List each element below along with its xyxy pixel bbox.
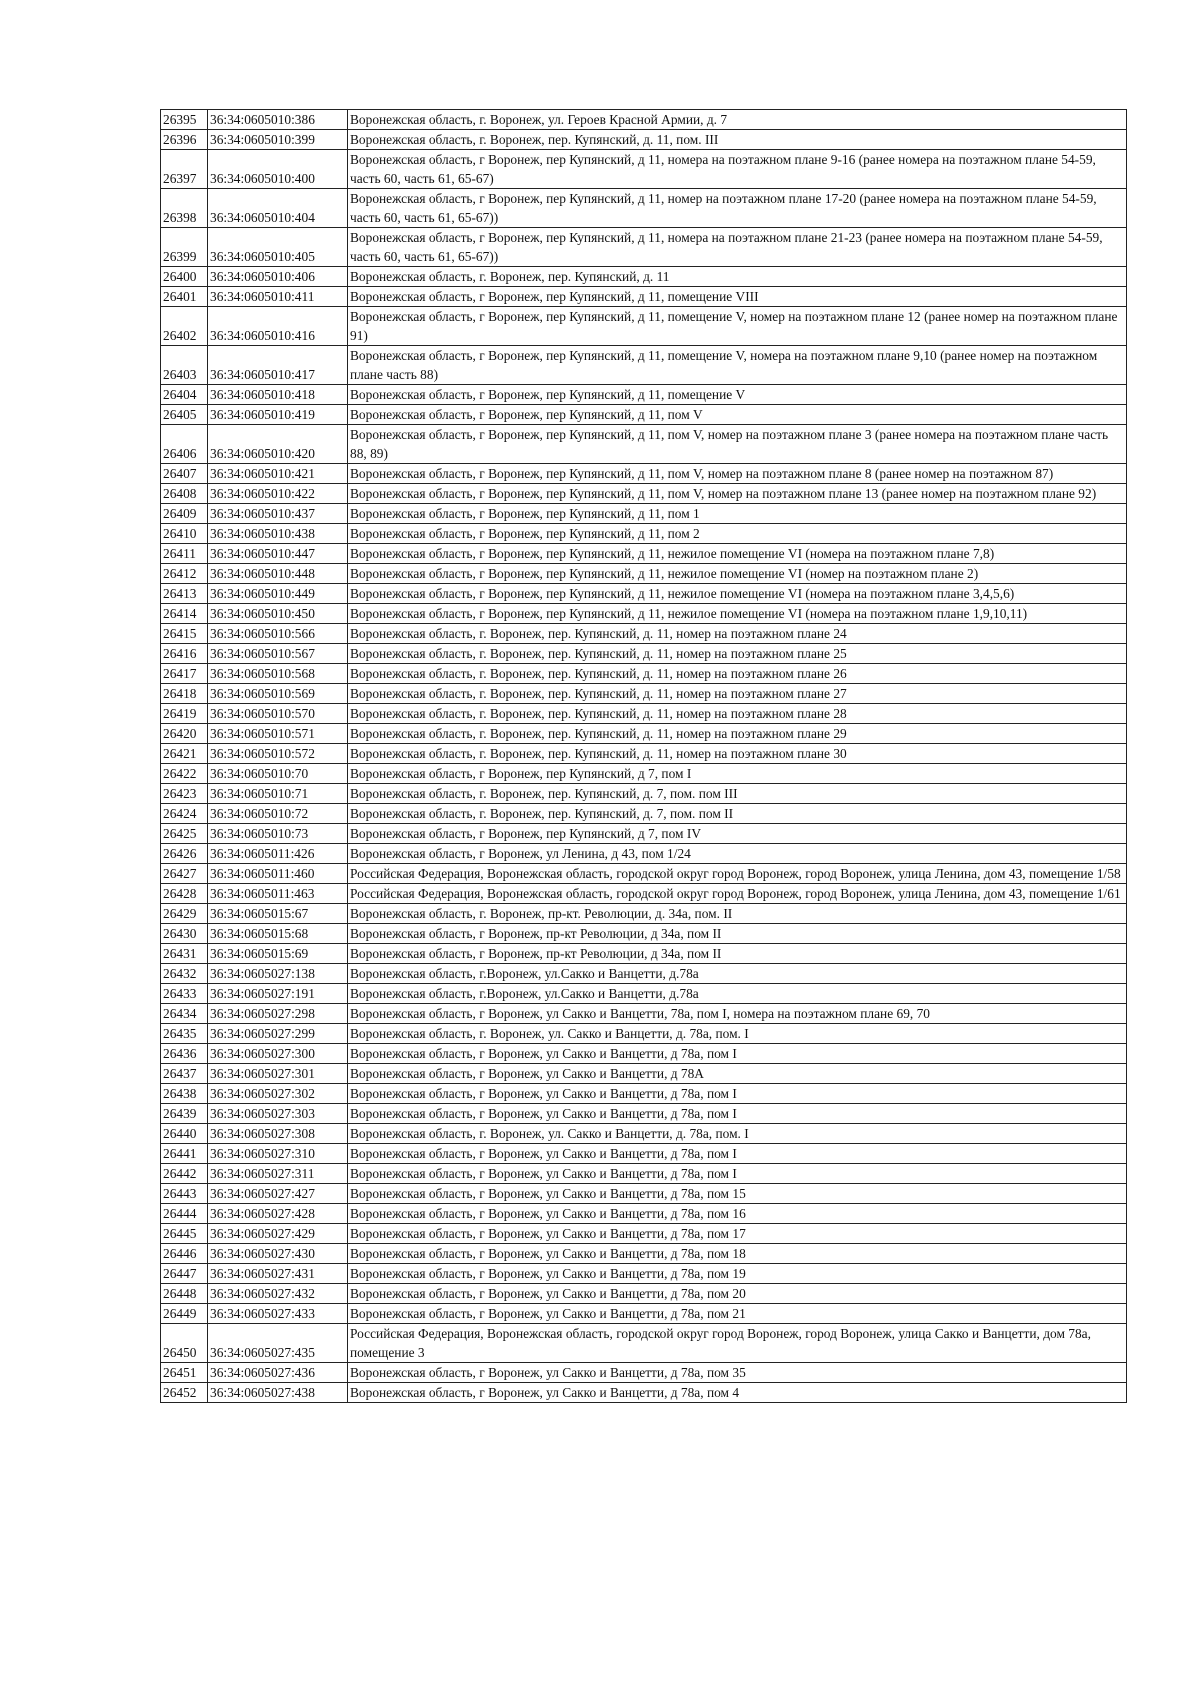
cadastral-number: 36:34:0605010:70	[208, 764, 348, 784]
address: Воронежская область, г Воронеж, ул Сакко и Ванцетти, д 78а, пом 15	[348, 1184, 1127, 1204]
cadastral-number: 36:34:0605027:432	[208, 1284, 348, 1304]
table-row	[161, 346, 1127, 385]
table-row	[161, 964, 1127, 984]
row-number: 26421	[161, 744, 208, 764]
table-row	[161, 130, 1127, 150]
address: Воронежская область, г Воронеж, ул Ленина, д 43, пом 1/24	[348, 844, 1127, 864]
cadastral-number: 36:34:0605010:437	[208, 504, 348, 524]
address: Воронежская область, г Воронеж, ул Сакко и Ванцетти, д 78а, пом I	[348, 1144, 1127, 1164]
row-number: 26446	[161, 1244, 208, 1264]
row-number: 26403	[161, 346, 208, 385]
cadastral-number: 36:34:0605011:426	[208, 844, 348, 864]
cadastral-number: 36:34:0605027:435	[208, 1324, 348, 1363]
cadastral-number: 36:34:0605010:448	[208, 564, 348, 584]
cadastral-number: 36:34:0605010:570	[208, 704, 348, 724]
address: Воронежская область, г Воронеж, ул Сакко и Ванцетти, д 78а, пом 21	[348, 1304, 1127, 1324]
table-row	[161, 724, 1127, 744]
address: Воронежская область, г. Воронеж, пер. Купянский, д. 11, номер на поэтажном плане 24	[348, 624, 1127, 644]
table-row	[161, 524, 1127, 544]
table-row	[161, 484, 1127, 504]
address: Воронежская область, г. Воронеж, ул. Героев Красной Армии, д. 7	[348, 110, 1127, 130]
address: Воронежская область, г Воронеж, ул Сакко и Ванцетти, д 78а, пом I	[348, 1084, 1127, 1104]
row-number: 26413	[161, 584, 208, 604]
row-number: 26408	[161, 484, 208, 504]
row-number: 26426	[161, 844, 208, 864]
table-row	[161, 704, 1127, 724]
address: Воронежская область, г Воронеж, пер Купянский, д 11, номер на поэтажном плане 17-20 (ранее номера на поэтажном плане 54-59, часть 60, часть 61, 65-67))	[348, 189, 1127, 228]
address: Воронежская область, г Воронеж, ул Сакко и Ванцетти, д 78а, пом 17	[348, 1224, 1127, 1244]
row-number: 26422	[161, 764, 208, 784]
address: Воронежская область, г. Воронеж, ул. Сакко и Ванцетти, д. 78а, пом. I	[348, 1024, 1127, 1044]
cadastral-number: 36:34:0605010:411	[208, 287, 348, 307]
row-number: 26396	[161, 130, 208, 150]
cadastral-number: 36:34:0605015:68	[208, 924, 348, 944]
table-row	[161, 804, 1127, 824]
table-row	[161, 924, 1127, 944]
table-row	[161, 267, 1127, 287]
cadastral-number: 36:34:0605010:406	[208, 267, 348, 287]
table-row	[161, 1164, 1127, 1184]
row-number: 26406	[161, 425, 208, 464]
address: Воронежская область, г. Воронеж, пер. Купянский, д. 11, номер на поэтажном плане 29	[348, 724, 1127, 744]
address: Воронежская область, г. Воронеж, пер. Купянский, д. 11	[348, 267, 1127, 287]
table-row	[161, 1363, 1127, 1383]
address: Воронежская область, г Воронеж, ул Сакко и Ванцетти, д 78а, пом 16	[348, 1204, 1127, 1224]
cadastral-number: 36:34:0605010:450	[208, 604, 348, 624]
address: Российская Федерация, Воронежская область, городской округ город Воронеж, город Воронеж, улица Ленина, дом 43, помещение 1/58	[348, 864, 1127, 884]
address: Воронежская область, г Воронеж, пер Купянский, д 11, номера на поэтажном плане 21-23 (ранее номера на поэтажном плане 54-59, часть 60, часть 61, 65-67))	[348, 228, 1127, 267]
cadastral-number: 36:34:0605010:400	[208, 150, 348, 189]
row-number: 26420	[161, 724, 208, 744]
address: Воронежская область, г Воронеж, пер Купянский, д 11, помещение V, номер на поэтажном плане 12 (ранее номер на поэтажном плане 91)	[348, 307, 1127, 346]
address: Воронежская область, г Воронеж, пр-кт Революции, д 34а, пом II	[348, 924, 1127, 944]
row-number: 26449	[161, 1304, 208, 1324]
row-number: 26442	[161, 1164, 208, 1184]
table-row	[161, 228, 1127, 267]
address: Воронежская область, г. Воронеж, пер. Купянский, д. 11, номер на поэтажном плане 30	[348, 744, 1127, 764]
address: Воронежская область, г Воронеж, пер Купянский, д 11, пом V	[348, 405, 1127, 425]
address: Воронежская область, г. Воронеж, ул. Сакко и Ванцетти, д. 78а, пом. I	[348, 1124, 1127, 1144]
address: Российская Федерация, Воронежская область, городской округ город Воронеж, город Воронеж, улица Сакко и Ванцетти, дом 78а, помещение 3	[348, 1324, 1127, 1363]
table-row	[161, 884, 1127, 904]
address: Воронежская область, г Воронеж, пер Купянский, д 11, нежилое помещение VI (номера на поэтажном плане 1,9,10,11)	[348, 604, 1127, 624]
cadastral-number: 36:34:0605010:399	[208, 130, 348, 150]
table-row	[161, 307, 1127, 346]
table-row	[161, 644, 1127, 664]
row-number: 26434	[161, 1004, 208, 1024]
cadastral-number: 36:34:0605027:310	[208, 1144, 348, 1164]
row-number: 26415	[161, 624, 208, 644]
address: Воронежская область, г Воронеж, пер Купянский, д 11, пом V, номер на поэтажном плане 8 (ранее номер на поэтажном 87)	[348, 464, 1127, 484]
registry-table	[160, 109, 1127, 1403]
cadastral-number: 36:34:0605010:568	[208, 664, 348, 684]
table-row	[161, 604, 1127, 624]
address: Воронежская область, г Воронеж, пр-кт Революции, д 34а, пом II	[348, 944, 1127, 964]
table-row	[161, 944, 1127, 964]
address: Воронежская область, г Воронеж, ул Сакко и Ванцетти, д 78а, пом 19	[348, 1264, 1127, 1284]
cadastral-number: 36:34:0605010:418	[208, 385, 348, 405]
address: Воронежская область, г Воронеж, ул Сакко и Ванцетти, 78а, пом I, номера на поэтажном плане 69, 70	[348, 1004, 1127, 1024]
cadastral-number: 36:34:0605010:447	[208, 544, 348, 564]
row-number: 26451	[161, 1363, 208, 1383]
address: Воронежская область, г Воронеж, ул Сакко и Ванцетти, д 78а, пом 35	[348, 1363, 1127, 1383]
address: Воронежская область, г. Воронеж, пер. Купянский, д. 11, номер на поэтажном плане 25	[348, 644, 1127, 664]
address: Воронежская область, г. Воронеж, пр-кт. Революции, д. 34а, пом. II	[348, 904, 1127, 924]
row-number: 26409	[161, 504, 208, 524]
cadastral-number: 36:34:0605010:417	[208, 346, 348, 385]
cadastral-number: 36:34:0605027:429	[208, 1224, 348, 1244]
cadastral-number: 36:34:0605010:71	[208, 784, 348, 804]
cadastral-number: 36:34:0605027:436	[208, 1363, 348, 1383]
cadastral-number: 36:34:0605027:430	[208, 1244, 348, 1264]
address: Воронежская область, г. Воронеж, пер. Купянский, д. 11, пом. III	[348, 130, 1127, 150]
address: Воронежская область, г. Воронеж, пер. Купянский, д. 11, номер на поэтажном плане 28	[348, 704, 1127, 724]
cadastral-number: 36:34:0605010:420	[208, 425, 348, 464]
cadastral-number: 36:34:0605011:463	[208, 884, 348, 904]
row-number: 26418	[161, 684, 208, 704]
row-number: 26402	[161, 307, 208, 346]
address: Российская Федерация, Воронежская область, городской округ город Воронеж, город Воронеж, улица Ленина, дом 43, помещение 1/61	[348, 884, 1127, 904]
address: Воронежская область, г Воронеж, пер Купянский, д 11, пом V, номер на поэтажном плане 13 (ранее номер на поэтажном плане 92)	[348, 484, 1127, 504]
address: Воронежская область, г Воронеж, пер Купянский, д 11, нежилое помещение VI (номера на поэтажном плане 3,4,5,6)	[348, 584, 1127, 604]
row-number: 26435	[161, 1024, 208, 1044]
table-row	[161, 824, 1127, 844]
address: Воронежская область, г. Воронеж, пер. Купянский, д. 11, номер на поэтажном плане 27	[348, 684, 1127, 704]
table-row	[161, 1264, 1127, 1284]
cadastral-number: 36:34:0605010:449	[208, 584, 348, 604]
row-number: 26399	[161, 228, 208, 267]
row-number: 26447	[161, 1264, 208, 1284]
row-number: 26400	[161, 267, 208, 287]
address: Воронежская область, г Воронеж, ул Сакко и Ванцетти, д 78А	[348, 1064, 1127, 1084]
cadastral-number: 36:34:0605010:73	[208, 824, 348, 844]
table-row	[161, 1064, 1127, 1084]
row-number: 26411	[161, 544, 208, 564]
address: Воронежская область, г Воронеж, ул Сакко и Ванцетти, д 78а, пом 4	[348, 1383, 1127, 1403]
row-number: 26425	[161, 824, 208, 844]
row-number: 26417	[161, 664, 208, 684]
row-number: 26440	[161, 1124, 208, 1144]
table-row	[161, 684, 1127, 704]
row-number: 26397	[161, 150, 208, 189]
cadastral-number: 36:34:0605011:460	[208, 864, 348, 884]
row-number: 26430	[161, 924, 208, 944]
cadastral-number: 36:34:0605010:405	[208, 228, 348, 267]
table-row	[161, 189, 1127, 228]
row-number: 26427	[161, 864, 208, 884]
row-number: 26428	[161, 884, 208, 904]
address: Воронежская область, г.Воронеж, ул.Сакко и Ванцетти, д.78а	[348, 984, 1127, 1004]
row-number: 26419	[161, 704, 208, 724]
table-row	[161, 784, 1127, 804]
table-row	[161, 1084, 1127, 1104]
cadastral-number: 36:34:0605027:300	[208, 1044, 348, 1064]
row-number: 26432	[161, 964, 208, 984]
table-row	[161, 1304, 1127, 1324]
address: Воронежская область, г. Воронеж, пер. Купянский, д. 11, номер на поэтажном плане 26	[348, 664, 1127, 684]
table-row	[161, 1244, 1127, 1264]
table-row	[161, 764, 1127, 784]
address: Воронежская область, г Воронеж, пер Купянский, д 11, пом 2	[348, 524, 1127, 544]
address: Воронежская область, г Воронеж, ул Сакко и Ванцетти, д 78а, пом 18	[348, 1244, 1127, 1264]
row-number: 26410	[161, 524, 208, 544]
table-row	[161, 1204, 1127, 1224]
cadastral-number: 36:34:0605010:419	[208, 405, 348, 425]
row-number: 26436	[161, 1044, 208, 1064]
row-number: 26412	[161, 564, 208, 584]
table-row	[161, 544, 1127, 564]
address: Воронежская область, г. Воронеж, пер. Купянский, д. 7, пом. пом II	[348, 804, 1127, 824]
cadastral-number: 36:34:0605027:298	[208, 1004, 348, 1024]
cadastral-number: 36:34:0605027:308	[208, 1124, 348, 1144]
cadastral-number: 36:34:0605027:191	[208, 984, 348, 1004]
cadastral-number: 36:34:0605015:69	[208, 944, 348, 964]
cadastral-number: 36:34:0605010:416	[208, 307, 348, 346]
registry-table-body	[161, 110, 1127, 1403]
row-number: 26438	[161, 1084, 208, 1104]
table-row	[161, 1004, 1127, 1024]
address: Воронежская область, г Воронеж, пер Купянский, д 11, помещение VIII	[348, 287, 1127, 307]
address: Воронежская область, г Воронеж, пер Купянский, д 11, нежилое помещение VI (номера на поэтажном плане 7,8)	[348, 544, 1127, 564]
address: Воронежская область, г Воронеж, пер Купянский, д 7, пом I	[348, 764, 1127, 784]
table-row	[161, 744, 1127, 764]
cadastral-number: 36:34:0605027:431	[208, 1264, 348, 1284]
cadastral-number: 36:34:0605027:311	[208, 1164, 348, 1184]
table-row	[161, 150, 1127, 189]
table-row	[161, 1024, 1127, 1044]
row-number: 26443	[161, 1184, 208, 1204]
row-number: 26401	[161, 287, 208, 307]
cadastral-number: 36:34:0605027:428	[208, 1204, 348, 1224]
table-row	[161, 1104, 1127, 1124]
row-number: 26433	[161, 984, 208, 1004]
row-number: 26424	[161, 804, 208, 824]
cadastral-number: 36:34:0605010:438	[208, 524, 348, 544]
address: Воронежская область, г Воронеж, пер Купянский, д 11, пом V, номер на поэтажном плане 3 (ранее номера на поэтажном плане часть 88, 89)	[348, 425, 1127, 464]
table-row	[161, 425, 1127, 464]
row-number: 26441	[161, 1144, 208, 1164]
cadastral-number: 36:34:0605010:72	[208, 804, 348, 824]
row-number: 26407	[161, 464, 208, 484]
row-number: 26405	[161, 405, 208, 425]
cadastral-number: 36:34:0605027:433	[208, 1304, 348, 1324]
cadastral-number: 36:34:0605027:438	[208, 1383, 348, 1403]
row-number: 26439	[161, 1104, 208, 1124]
cadastral-number: 36:34:0605027:301	[208, 1064, 348, 1084]
table-row	[161, 1044, 1127, 1064]
table-row	[161, 1224, 1127, 1244]
address: Воронежская область, г Воронеж, пер Купянский, д 11, номера на поэтажном плане 9-16 (ранее номера на поэтажном плане 54-59, часть 60, часть 61, 65-67)	[348, 150, 1127, 189]
row-number: 26452	[161, 1383, 208, 1403]
table-row	[161, 405, 1127, 425]
table-row	[161, 464, 1127, 484]
table-row	[161, 1144, 1127, 1164]
table-row	[161, 1383, 1127, 1403]
table-row	[161, 1124, 1127, 1144]
address: Воронежская область, г Воронеж, ул Сакко и Ванцетти, д 78а, пом I	[348, 1104, 1127, 1124]
cadastral-number: 36:34:0605010:421	[208, 464, 348, 484]
table-row	[161, 385, 1127, 405]
table-row	[161, 504, 1127, 524]
row-number: 26450	[161, 1324, 208, 1363]
table-row	[161, 624, 1127, 644]
address: Воронежская область, г.Воронеж, ул.Сакко и Ванцетти, д.78а	[348, 964, 1127, 984]
cadastral-number: 36:34:0605027:302	[208, 1084, 348, 1104]
table-row	[161, 844, 1127, 864]
cadastral-number: 36:34:0605010:386	[208, 110, 348, 130]
table-row	[161, 904, 1127, 924]
cadastral-number: 36:34:0605027:427	[208, 1184, 348, 1204]
address: Воронежская область, г Воронеж, пер Купянский, д 11, нежилое помещение VI (номер на поэтажном плане 2)	[348, 564, 1127, 584]
row-number: 26404	[161, 385, 208, 405]
cadastral-number: 36:34:0605010:567	[208, 644, 348, 664]
row-number: 26444	[161, 1204, 208, 1224]
cadastral-number: 36:34:0605027:303	[208, 1104, 348, 1124]
row-number: 26429	[161, 904, 208, 924]
cadastral-number: 36:34:0605010:569	[208, 684, 348, 704]
row-number: 26398	[161, 189, 208, 228]
table-row	[161, 110, 1127, 130]
row-number: 26414	[161, 604, 208, 624]
cadastral-number: 36:34:0605027:299	[208, 1024, 348, 1044]
cadastral-number: 36:34:0605010:571	[208, 724, 348, 744]
address: Воронежская область, г Воронеж, ул Сакко и Ванцетти, д 78а, пом 20	[348, 1284, 1127, 1304]
address: Воронежская область, г Воронеж, ул Сакко и Ванцетти, д 78а, пом I	[348, 1164, 1127, 1184]
row-number: 26423	[161, 784, 208, 804]
cadastral-number: 36:34:0605010:572	[208, 744, 348, 764]
table-row	[161, 1184, 1127, 1204]
table-row	[161, 1324, 1127, 1363]
table-row	[161, 864, 1127, 884]
table-row	[161, 664, 1127, 684]
row-number: 26395	[161, 110, 208, 130]
address: Воронежская область, г Воронеж, ул Сакко и Ванцетти, д 78а, пом I	[348, 1044, 1127, 1064]
table-row	[161, 287, 1127, 307]
row-number: 26431	[161, 944, 208, 964]
cadastral-number: 36:34:0605010:404	[208, 189, 348, 228]
table-row	[161, 584, 1127, 604]
table-row	[161, 1284, 1127, 1304]
row-number: 26437	[161, 1064, 208, 1084]
row-number: 26448	[161, 1284, 208, 1304]
cadastral-number: 36:34:0605010:566	[208, 624, 348, 644]
cadastral-number: 36:34:0605015:67	[208, 904, 348, 924]
address: Воронежская область, г Воронеж, пер Купянский, д 11, помещение V	[348, 385, 1127, 405]
table-row	[161, 984, 1127, 1004]
row-number: 26416	[161, 644, 208, 664]
cadastral-number: 36:34:0605010:422	[208, 484, 348, 504]
address: Воронежская область, г Воронеж, пер Купянский, д 11, помещение V, номера на поэтажном плане 9,10 (ранее номер на поэтажном плане часть 88)	[348, 346, 1127, 385]
table-row	[161, 564, 1127, 584]
cadastral-number: 36:34:0605027:138	[208, 964, 348, 984]
row-number: 26445	[161, 1224, 208, 1244]
address: Воронежская область, г Воронеж, пер Купянский, д 11, пом 1	[348, 504, 1127, 524]
address: Воронежская область, г. Воронеж, пер. Купянский, д. 7, пом. пом III	[348, 784, 1127, 804]
address: Воронежская область, г Воронеж, пер Купянский, д 7, пом IV	[348, 824, 1127, 844]
